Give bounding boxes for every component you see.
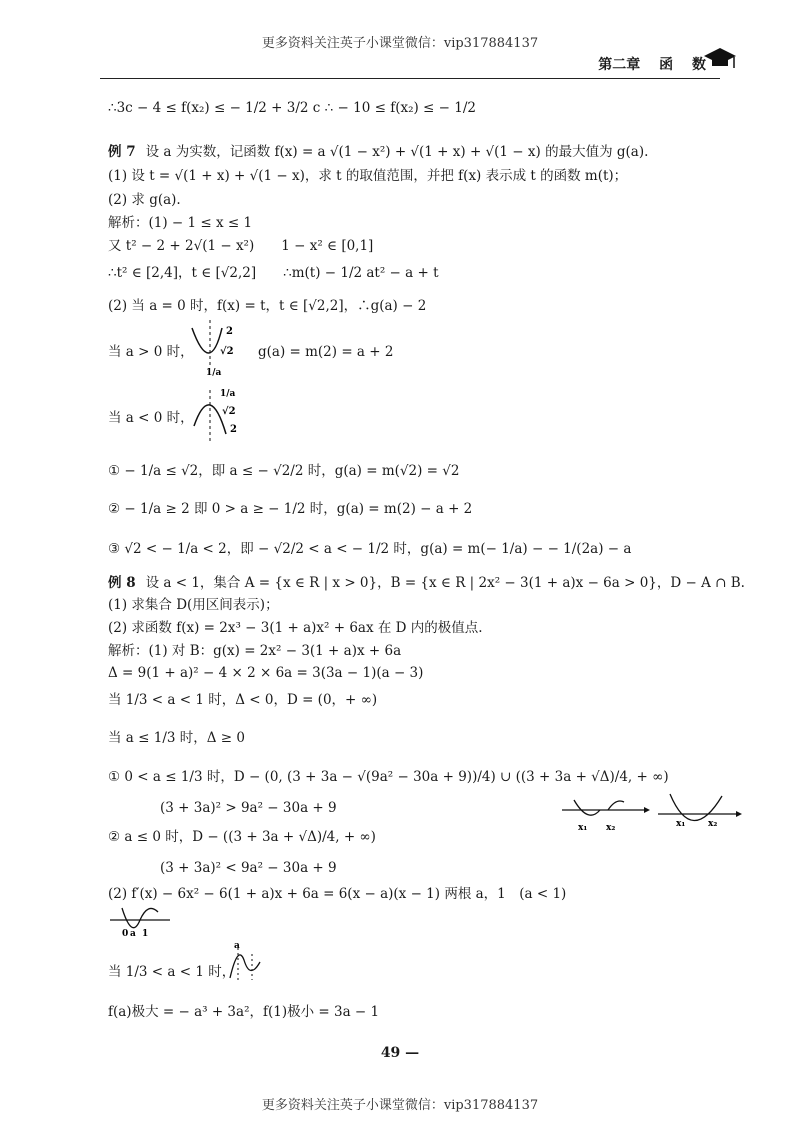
sketch-label-neg-sqrt2: √2	[222, 406, 236, 417]
line-19: 当 1/3 < a < 1 时，Δ < 0，D = (0，+ ∞)	[108, 692, 378, 708]
line-11: ① − 1/a ≤ √2，即 a ≤ − √2/2 时，g(a) = m(√2) = √2	[108, 463, 460, 479]
line-18: Δ = 9(1 + a)² − 4 × 2 × 6a = 3(3a − 1)(a − 3)	[108, 665, 424, 681]
sketch-label-x1b: x₁	[676, 819, 686, 829]
sketch-label-x2b: x₂	[708, 819, 718, 829]
line-06: 又 t² − 2 + 2√(1 − x²) 1 − x² ∈ [0,1]	[108, 238, 374, 254]
sketch-roots-parabola	[656, 792, 742, 832]
example-7-label: 例 7	[108, 144, 136, 160]
line-20: 当 a ≤ 1/3 时，Δ ≥ 0	[108, 730, 245, 746]
page-number: 49 —	[380, 1045, 420, 1061]
line-03: (1) 设 t = √(1 + x) + √(1 − x)，求 t 的取值范围，并把 f(x) 表示成 t 的函数 m(t)；	[108, 168, 628, 184]
line-25: (2) f′(x) − 6x² − 6(1 + a)x + 6a = 6(x − a)(x − 1) 两根 a，1 (a < 1)	[108, 886, 567, 902]
line-01: ∴3c − 4 ≤ f(x₂) ≤ − 1/2 + 3/2 c ∴ − 10 ≤ f(x₂) ≤ − 1/2	[108, 100, 476, 116]
example-7-text: 设 a 为实数，记函数 f(x) = a √(1 − x²) + √(1 + x) + √(1 − x) 的最大值为 g(a).	[145, 144, 649, 160]
line-24: (3 + 3a)² < 9a² − 30a + 9	[160, 860, 337, 876]
line-16: (2) 求函数 f(x) = 2x³ − 3(1 + a)x² + 6ax 在 D 内的极值点.	[108, 620, 483, 636]
sketch-parabola-down	[190, 386, 250, 446]
line-13: ③ √2 < − 1/a < 2，即 − √2/2 < a < − 1/2 时，g(a) = m(− 1/a) − − 1/(2a) − a	[108, 541, 632, 557]
sketch-cubic-derivative	[108, 906, 172, 942]
example-8-text: 设 a < 1，集合 A = {x ∈ R | x > 0}，B = {x ∈ R | 2x² − 3(1 + a)x − 6a > 0}，D − A ∩ B.	[145, 575, 745, 591]
line-15: (1) 求集合 D(用区间表示)；	[108, 597, 279, 613]
chapter-title-a: 函	[659, 57, 674, 73]
sketch-label-one: 1	[142, 929, 149, 939]
watermark-bottom: 更多资料关注英子小课堂微信：vip317884137	[261, 1098, 539, 1113]
example-8	[108, 573, 745, 593]
line-17: 解析：(1) 对 B：g(x) = 2x² − 3(1 + a)x + 6a	[108, 643, 402, 659]
example-8-label: 例 8	[108, 575, 136, 591]
line-09b: g(a) = m(2) = a + 2	[258, 344, 394, 360]
line-05: 解析：(1) − 1 ≤ x ≤ 1	[108, 215, 253, 231]
line-21: ① 0 < a ≤ 1/3 时，D − (0, (3 + 3a − √(9a² − 30a + 9))/4) ∪ ((3 + 3a + √Δ)/4, + ∞)	[108, 769, 669, 785]
chapter-title-b: 数	[692, 57, 706, 73]
line-22: (3 + 3a)² > 9a² − 30a + 9	[160, 800, 337, 816]
sketch-label-neg-2: 2	[230, 424, 237, 435]
sketch-label-1a: 1/a	[206, 368, 222, 378]
sketch-cubic-peak	[226, 940, 270, 984]
line-04: (2) 求 g(a).	[108, 192, 181, 208]
line-10: 当 a < 0 时，	[108, 410, 194, 426]
line-27: f(a)极大 = − a³ + 3a²，f(1)极小 = 3a − 1	[108, 1004, 380, 1020]
sketch-label-sqrt2: √2	[220, 346, 234, 357]
line-23: ② a ≤ 0 时，D − ((3 + 3a + √Δ)/4, + ∞)	[108, 829, 376, 845]
line-09a: 当 a > 0 时，	[108, 344, 194, 360]
sketch-label-2: 2	[226, 326, 233, 337]
chapter-label: 第二章	[598, 57, 641, 73]
line-12: ② − 1/a ≥ 2 即 0 > a ≥ − 1/2 时，g(a) = m(2) − a + 2	[108, 501, 473, 517]
sketch-label-a-peak: a	[234, 941, 240, 951]
sketch-roots-arcs	[560, 796, 650, 836]
sketch-label-a-root: a	[130, 929, 136, 939]
sketch-label-zero: 0	[122, 929, 129, 939]
line-07: ∴t² ∈ [2,4]，t ∈ [√2,2] ∴m(t) − 1/2 at² − a + t	[108, 265, 439, 281]
example-7	[108, 142, 648, 162]
sketch-label-x1: x₁	[578, 823, 588, 833]
line-26: 当 1/3 < a < 1 时，	[108, 964, 236, 980]
header-rule	[100, 78, 720, 79]
chapter-header	[584, 54, 736, 74]
sketch-parabola-up	[188, 318, 248, 380]
line-08: (2) 当 a = 0 时，f(x) = t，t ∈ [√2,2]，∴g(a) − 2	[108, 298, 427, 314]
sketch-label-x2: x₂	[606, 823, 616, 833]
sketch-label-neg-1a: 1/a	[220, 389, 236, 399]
watermark-top: 更多资料关注英子小课堂微信：vip317884137	[261, 36, 539, 51]
